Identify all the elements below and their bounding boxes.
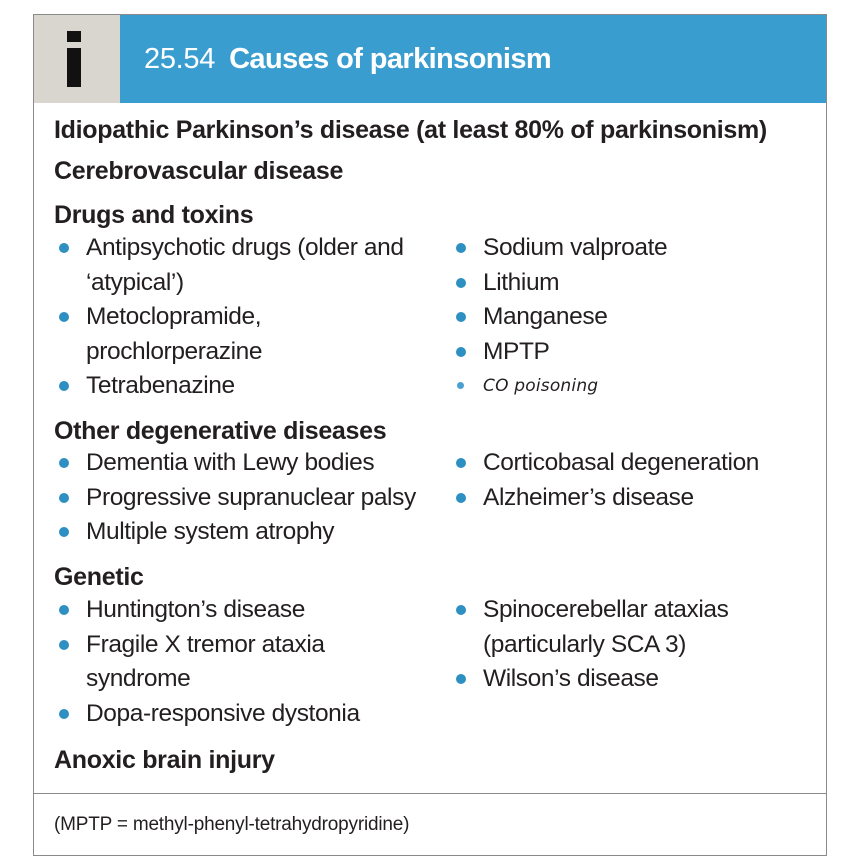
bullet-icon	[456, 347, 466, 357]
bullet-icon	[59, 312, 69, 322]
box-title: Causes of parkinsonism	[229, 42, 552, 75]
heading-idiopathic: Idiopathic Parkinson’s disease (at least 80% of parkinsonism)	[54, 116, 767, 144]
bullet-icon	[59, 458, 69, 468]
bullet-icon	[59, 493, 69, 503]
heading-drugs-toxins: Drugs and toxins	[54, 201, 254, 229]
list-item: Spinocerebellar ataxias (particularly SCA 3)	[451, 593, 821, 662]
box-header	[34, 15, 826, 103]
list-item: Fragile X tremor ataxia syndrome	[54, 628, 424, 697]
heading-genetic: Genetic	[54, 563, 144, 591]
heading-degenerative: Other degenerative diseases	[54, 417, 387, 445]
footnote: (MPTP = methyl-phenyl-tetrahydropyridine)	[54, 814, 410, 835]
handwritten-note: CO poisoning	[451, 369, 821, 403]
list-item: Alzheimer’s disease	[451, 481, 821, 516]
list-item: Lithium	[451, 266, 821, 301]
list-item: MPTP	[451, 335, 821, 370]
list-item: Progressive supranuclear palsy	[54, 481, 424, 516]
box-content	[34, 103, 826, 797]
list-item: Wilson’s disease	[451, 662, 821, 697]
list-item: Corticobasal degeneration	[451, 446, 821, 481]
bullet-icon	[457, 382, 464, 389]
bullet-icon	[456, 312, 466, 322]
bullet-icon	[59, 243, 69, 253]
bullet-icon	[456, 458, 466, 468]
bullet-icon	[59, 709, 69, 719]
list-item: Dopa-responsive dystonia	[54, 697, 424, 732]
bullet-icon	[456, 278, 466, 288]
degenerative-left-list	[54, 446, 424, 550]
drugs-left-list	[54, 231, 424, 404]
bullet-icon	[59, 381, 69, 391]
bullet-icon	[59, 527, 69, 537]
info-box	[33, 14, 827, 856]
degenerative-right-list	[451, 446, 821, 515]
box-number: 25.54	[144, 42, 216, 75]
bullet-icon	[456, 243, 466, 253]
list-item: Metoclopramide, prochlorperazine	[54, 300, 424, 369]
genetic-right-list	[451, 593, 821, 697]
heading-anoxic: Anoxic brain injury	[54, 746, 275, 774]
bullet-icon	[59, 640, 69, 650]
bullet-icon	[456, 493, 466, 503]
title-bar	[120, 15, 826, 103]
list-item: Dementia with Lewy bodies	[54, 446, 424, 481]
list-item: Huntington’s disease	[54, 593, 424, 628]
genetic-left-list	[54, 593, 424, 731]
drugs-right-list	[451, 231, 821, 403]
box-footer	[34, 793, 826, 856]
heading-cerebrovascular: Cerebrovascular disease	[54, 157, 344, 185]
list-item: Manganese	[451, 300, 821, 335]
bullet-icon	[456, 605, 466, 615]
list-item: Multiple system atrophy	[54, 515, 424, 550]
bullet-icon	[59, 605, 69, 615]
info-icon	[67, 31, 81, 87]
info-icon-block	[34, 15, 120, 103]
bullet-icon	[456, 674, 466, 684]
list-item: Antipsychotic drugs (older and ‘atypical’)	[54, 231, 424, 300]
list-item: Sodium valproate	[451, 231, 821, 266]
list-item: Tetrabenazine	[54, 369, 424, 404]
